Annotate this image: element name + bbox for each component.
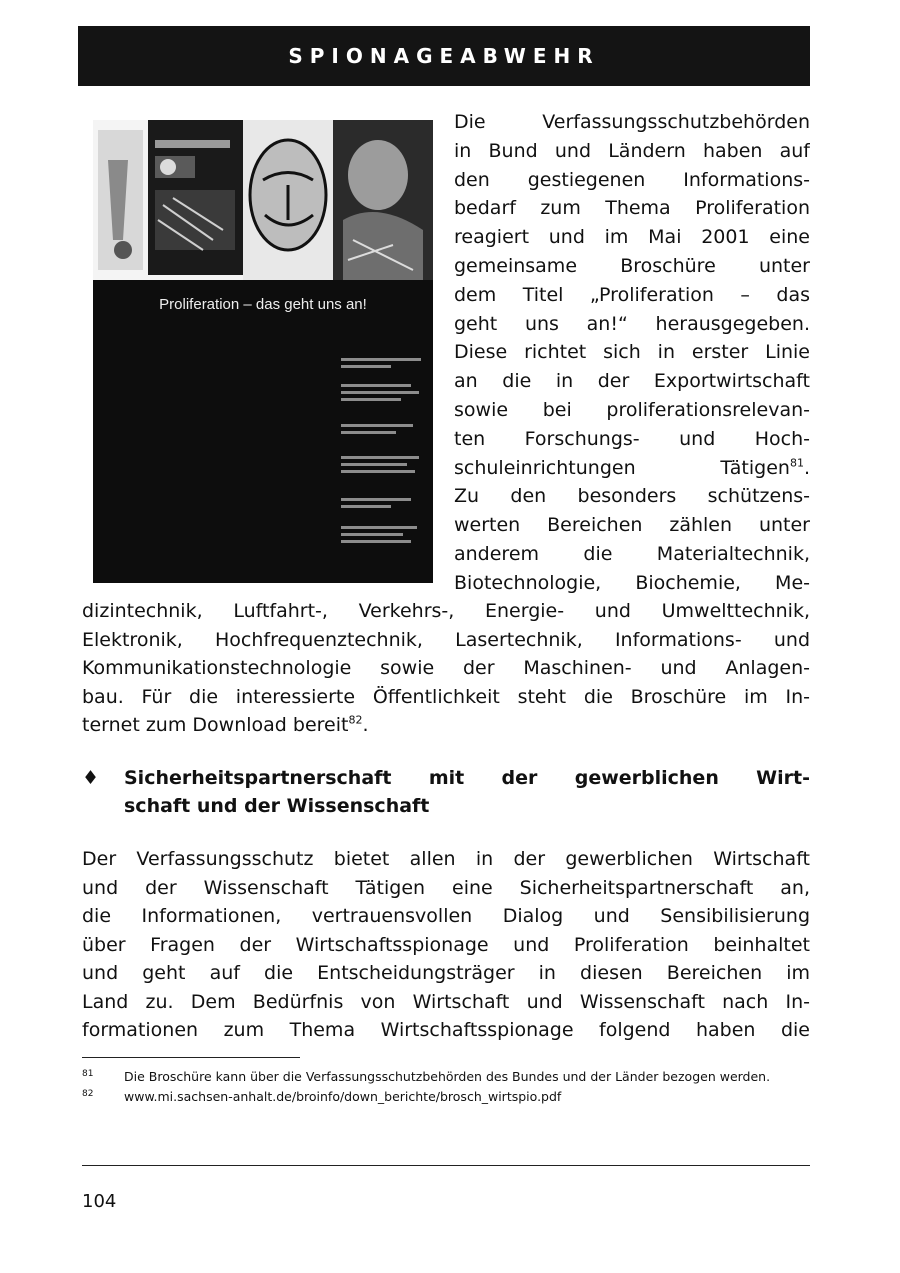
footnote xyxy=(82,1088,810,1106)
text-line: Zu den besonders schützens- xyxy=(454,485,810,508)
section-title: SPIONAGEABWEHR xyxy=(288,44,600,68)
page-bottom-divider xyxy=(82,1165,810,1166)
text-line: geht uns an!“ herausgegeben. xyxy=(454,312,810,335)
text-line: Der Verfassungsschutz bietet allen in der gewerblichen Wirtschaft xyxy=(82,848,810,870)
text-line: bedarf zum Thema Proliferation xyxy=(454,197,810,220)
text-line: Land zu. Dem Bedürfnis von Wirtschaft und Wissenschaft nach In- xyxy=(82,990,810,1013)
text-line: werten Bereichen zählen unter xyxy=(454,514,810,537)
intro-paragraph xyxy=(454,108,810,598)
footnote-number: 81 xyxy=(82,1069,94,1079)
text-line: und geht auf die Entscheidungsträger in diesen Bereichen im xyxy=(82,962,810,984)
text-line: und der Wissenschaft Tätigen eine Sicherheitspartnerschaft an, xyxy=(82,876,810,899)
text-line: reagiert und im Mai 2001 eine xyxy=(454,226,810,249)
text-line: schuleinrichtungen Tätigen xyxy=(454,456,790,479)
cover-collage-image xyxy=(93,120,433,280)
footnote-text: Die Broschüre kann über die Verfassungsschutzbehörden des Bundes und der Länder bezogen werden. xyxy=(124,1069,771,1084)
page-number: 104 xyxy=(82,1191,117,1212)
text-line: die Informationen, vertrauensvollen Dialog und Sensibilisierung xyxy=(82,905,810,927)
text-line: gemeinsame Broschüre unter xyxy=(454,254,810,277)
footnotes xyxy=(82,1068,810,1108)
footnote-reference: 82 xyxy=(348,713,363,727)
text-line: ternet zum Download bereit xyxy=(82,714,349,736)
section-header xyxy=(78,26,810,86)
text-line: Biotechnologie, Biochemie, Me- xyxy=(454,571,810,594)
text-line: Elektronik, Hochfrequenztechnik, Lasertechnik, Informations- und xyxy=(82,628,810,651)
brochure-cover-image xyxy=(93,120,433,583)
text-line: sowie bei proliferationsrelevan- xyxy=(454,398,810,421)
bullet-icon: ♦ xyxy=(82,767,100,789)
text-line: Diese richtet sich in erster Linie xyxy=(454,341,810,364)
text-line: den gestiegenen Informations- xyxy=(454,168,810,191)
text-line: an die in der Exportwirtschaft xyxy=(454,370,810,393)
section-paragraph xyxy=(82,845,810,1045)
text-line-with-footnote: schuleinrichtungen Tätigen$^{81}$. xyxy=(454,456,810,479)
heading-line: schaft und der Wissenschaft xyxy=(124,795,430,817)
footnote xyxy=(82,1068,810,1086)
text-line-with-footnote: ternet zum Download bereit$^{82}$. xyxy=(82,713,369,736)
footnote-link-text: www.mi.sachsen-anhalt.de/broinfo/down_berichte/brosch_wirtspio.pdf xyxy=(124,1089,562,1104)
text-line: in Bund und Ländern haben auf xyxy=(454,139,810,162)
footnote-divider xyxy=(82,1057,300,1058)
text-line: anderem die Materialtechnik, xyxy=(454,542,810,565)
text-line: bau. Für die interessierte Öffentlichkeit steht die Broschüre im In- xyxy=(82,685,810,708)
text-line: dem Titel „Proliferation – das xyxy=(454,283,810,306)
text-line: über Fragen der Wirtschaftsspionage und Proliferation beinhaltet xyxy=(82,933,810,956)
text-line: Kommunikationstechnologie sowie der Maschinen- und Anlagen- xyxy=(82,657,810,679)
heading-line: Sicherheitspartnerschaft mit der gewerblichen Wirt- xyxy=(124,767,810,789)
text-line: formationen zum Thema Wirtschaftsspionage folgend haben die xyxy=(82,1019,810,1041)
footnote-number: 82 xyxy=(82,1089,94,1099)
text-line: Die Verfassungsschutzbehörden xyxy=(454,111,810,133)
footnote-reference: 81 xyxy=(789,456,804,470)
cover-title: Proliferation – das geht uns an! xyxy=(159,296,367,313)
text-line: dizintechnik, Luftfahrt-, Verkehrs-, Energie- und Umwelttechnik, xyxy=(82,600,810,622)
text-line: ten Forschungs- und Hoch- xyxy=(454,427,810,450)
intro-paragraph-continued xyxy=(82,597,810,740)
